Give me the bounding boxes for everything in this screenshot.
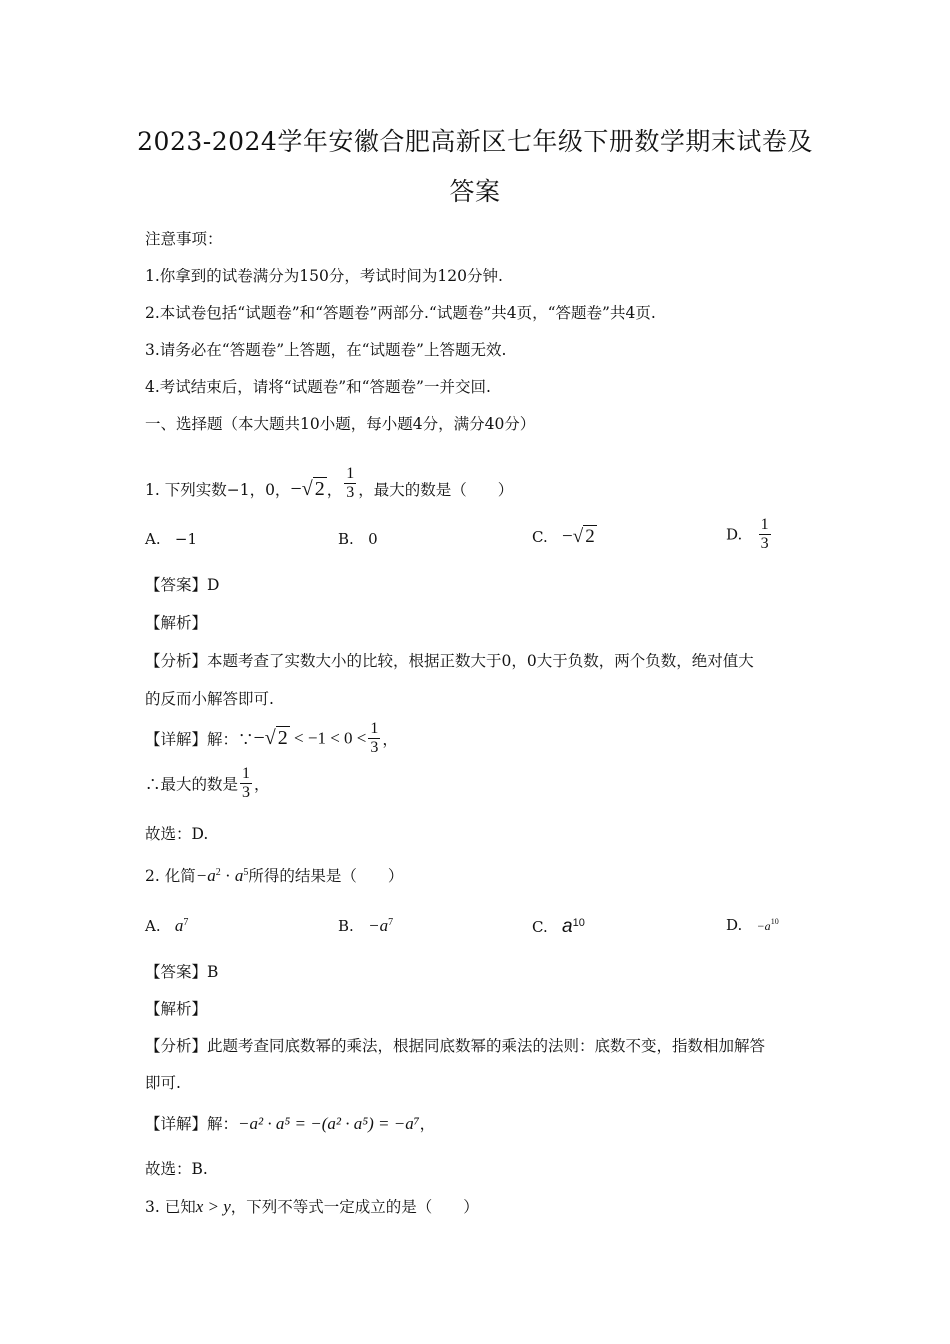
q2-option-c: C. $a^{10}$	[532, 916, 585, 937]
q2-analysis-line1: 【分析】此题考查同底数幂的乘法，根据同底数幂的乘法的法则：底数不变，指数相加解答	[145, 1037, 766, 1055]
question-1	[145, 465, 513, 502]
section-heading: 一、选择题（本大题共10小题，每小题4分，满分40分）	[145, 415, 536, 433]
q2-answer: 【答案】B	[145, 963, 219, 981]
q2-option-b: B. $-a^7$	[338, 916, 394, 935]
q1-analysis-line1: 【分析】本题考查了实数大小的比较，根据正数大于0，0大于负数，两个负数，绝对值大	[145, 652, 754, 670]
q1-neg-sqrt2: −√ 2	[290, 478, 325, 500]
q1-option-d: D. $\frac{1}{3}$	[726, 516, 769, 552]
notice-item-1: 1.你拿到的试卷满分为150分，考试时间为120分钟.	[145, 267, 503, 285]
q1-comma: ，	[326, 481, 343, 499]
q2-choose: 故选：B.	[145, 1160, 208, 1178]
notice-item-3: 3.请务必在“答题卷”上答题，在“试题卷”上答题无效.	[145, 341, 507, 359]
q1-answer: 【答案】D	[145, 576, 220, 594]
question-3: 3. 已知x > y，下列不等式一定成立的是（ ）	[145, 1197, 479, 1216]
q1-detail: 【详解】解：∵−√ 2 < −1 < 0 < $\frac{1}{3}$ ，	[145, 720, 398, 756]
q1-option-a: A. −1	[145, 530, 198, 548]
q1-therefore: ∴最大的数是 $\frac{1}{3}$ ，	[145, 765, 270, 801]
q2-detail: 【详解】解：−a² · a⁵ = −(a² · a⁵) = −a⁷，	[145, 1114, 436, 1133]
q1-fraction: $\frac{1}{3}$	[346, 465, 355, 501]
q1-suffix: ，最大的数是（ ）	[358, 481, 514, 499]
q1-choose: 故选：D.	[145, 825, 209, 843]
q1-analysis-line2: 的反而小解答即可.	[145, 690, 274, 708]
question-2: 2. 化简$-a^2 \cdot a^5$所得的结果是（ ）	[145, 866, 404, 885]
q2-analysis-line2: 即可.	[145, 1074, 181, 1092]
q1-analysis-heading: 【解析】	[145, 614, 208, 632]
q2-analysis-heading: 【解析】	[145, 1000, 208, 1018]
q1-prefix: 1. 下列实数−1，0，	[145, 481, 291, 499]
q1-option-c: C. −√ 2	[532, 526, 595, 547]
q2-option-a: A. $a^7$	[145, 916, 189, 935]
document-title-line2: 答案	[449, 177, 501, 206]
document-title-line1: 2023-2024学年安徽合肥高新区七年级下册数学期末试卷及	[137, 127, 813, 156]
notice-item-2: 2.本试卷包括“试题卷”和“答题卷”两部分.“试题卷”共4页，“答题卷”共4页.	[145, 304, 656, 322]
notice-heading: 注意事项：	[145, 230, 223, 248]
notice-item-4: 4.考试结束后，请将“试题卷”和“答题卷”一并交回.	[145, 378, 491, 396]
q2-option-d: D. $-a^{10}$	[726, 916, 779, 934]
q1-option-b: B. 0	[338, 530, 378, 548]
